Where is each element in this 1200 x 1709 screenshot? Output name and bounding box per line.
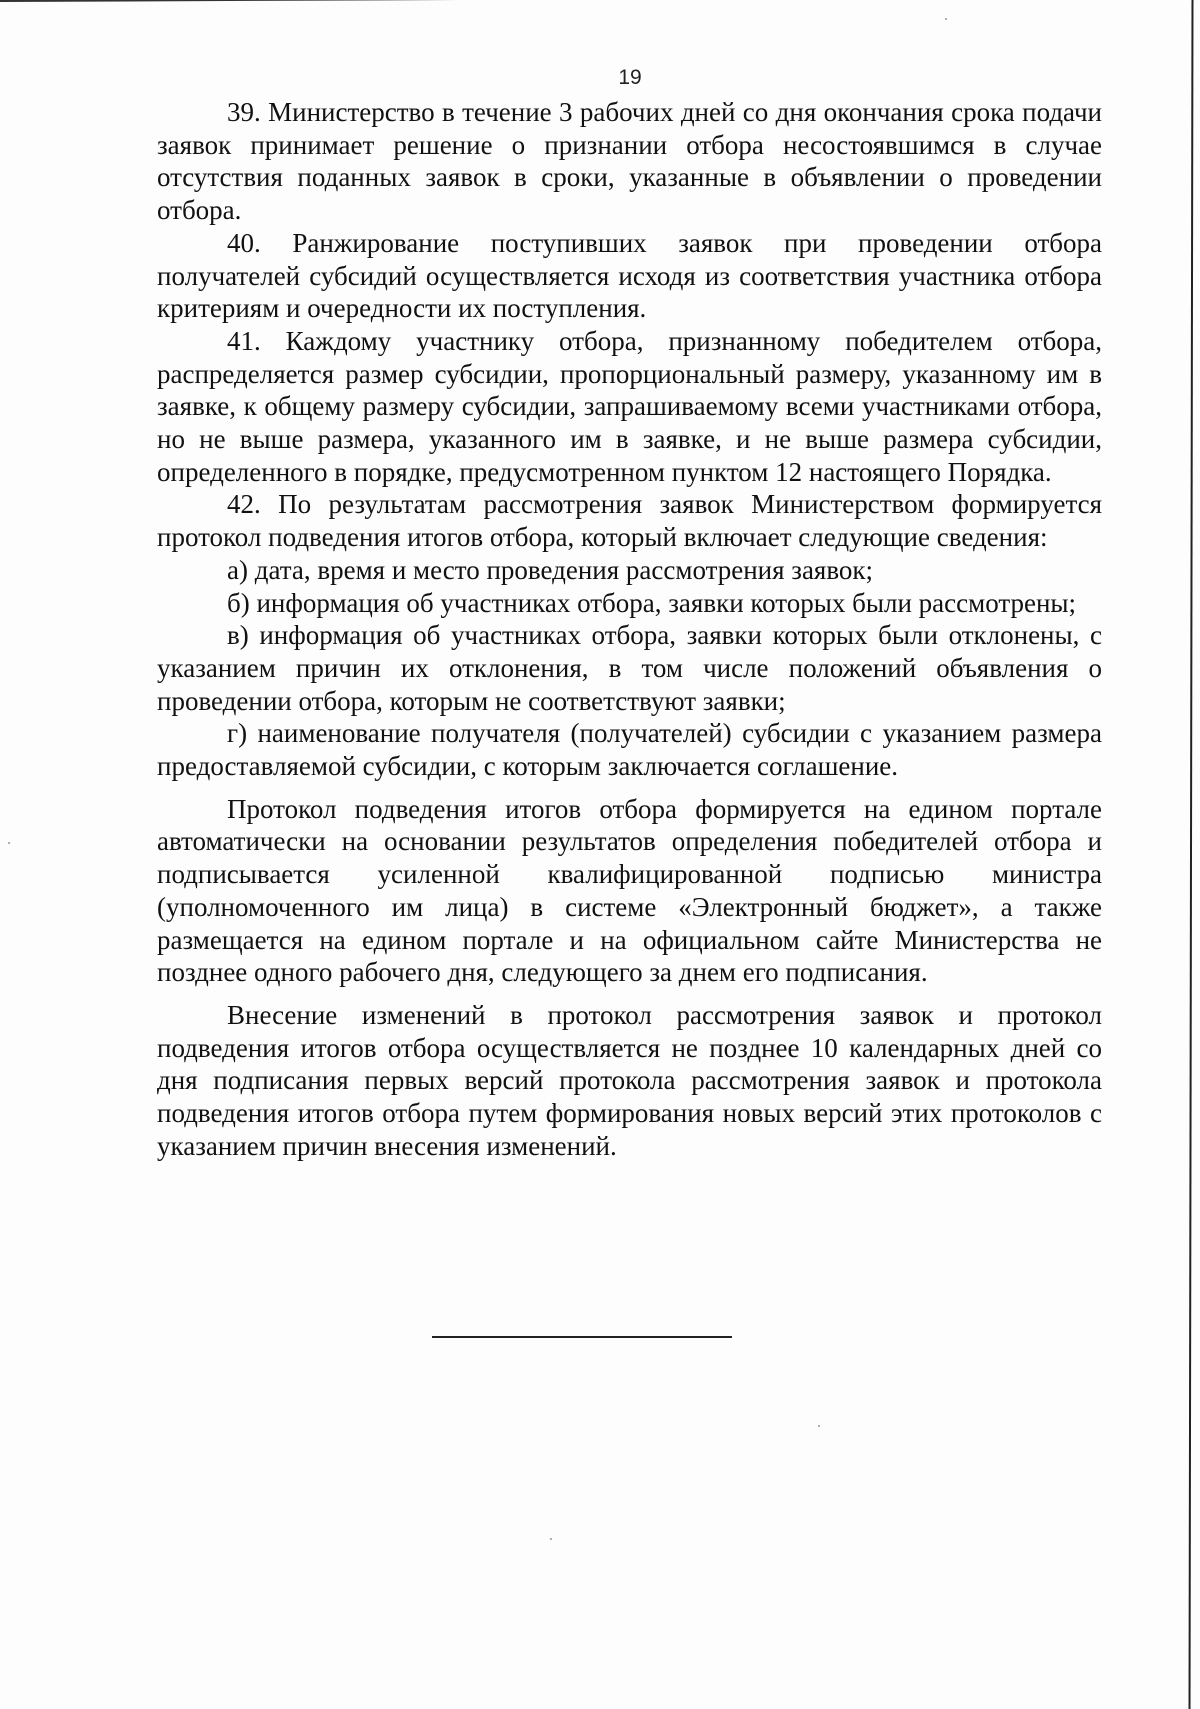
paragraph-41: 41. Каждому участнику отбора, признанному победителем отбора, распределяется размер субсидии, пропорциональный размеру, указанному им в заявке, к общему размеру субсидии, запрашиваемому всеми участниками отбора, но не выше размера, указанного им в заявке, и не выше размера субсидии, определенного в порядке, предусмотренном пунктом 12 настоящего Порядка. (157, 325, 1102, 487)
paragraph-39: 39. Министерство в течение 3 рабочих дней со дня окончания срока подачи заявок принимает решение о признании отбора несостоявшимся в случае отсутствия поданных заявок в сроки, указанные в объявлении о проведении отбора. (157, 97, 1102, 226)
scan-edge-top (0, 0, 560, 2)
page-number: 19 (618, 66, 642, 89)
scan-speck (818, 1425, 820, 1427)
paragraph-40: 40. Ранжирование поступивших заявок при проведении отбора получателей субсидий осуществляется исходя из соответствия участника отбора критериям и очередности их поступления. (157, 227, 1102, 324)
list-item-g: г) наименование получателя (получателей) субсидии с указанием размера предоставляемой субсидии, с которым заключается соглашение. (157, 718, 1102, 782)
paragraph-42: 42. По результатам рассмотрения заявок Министерством формируется протокол подведения итогов отбора, который включает следующие сведения: (157, 489, 1102, 553)
scan-edge-right (1189, 0, 1194, 1709)
list-item-b: б) информация об участниках отбора, заявки которых были рассмотрены; (227, 587, 1077, 618)
list-item-a: а) дата, время и место проведения рассмотрения заявок; (227, 554, 874, 585)
scan-speck (945, 18, 947, 20)
list-item-v: в) информация об участниках отбора, заявки которых были отклонены, с указанием причин их отклонения, в том числе положений объявления о проведении отбора, которым не соответствуют заявки; (157, 620, 1102, 716)
document-body (157, 96, 1102, 1163)
scan-speck (8, 842, 10, 844)
paragraph-protocol: Протокол подведения итогов отбора формируется на едином портале автоматически на основании результатов определения победителей отбора и подписывается усиленной квалифицированной подписью министра (уполномоченного им лица) в системе «Электронный бюджет», а также размещается на едином портале и на официальном сайте Министерства не позднее одного рабочего дня, следующего за днем его подписания. (157, 793, 1102, 988)
paragraph-amendments: Внесение изменений в протокол рассмотрения заявок и протокол подведения итогов отбора осуществляется не позднее 10 календарных дней со дня подписания первых версий протокола рассмотрения заявок и протокола подведения итогов отбора путем формирования новых версий этих протоколов с указанием причин внесения изменений. (157, 999, 1102, 1161)
end-divider (432, 1336, 732, 1338)
scan-speck (550, 1538, 552, 1540)
